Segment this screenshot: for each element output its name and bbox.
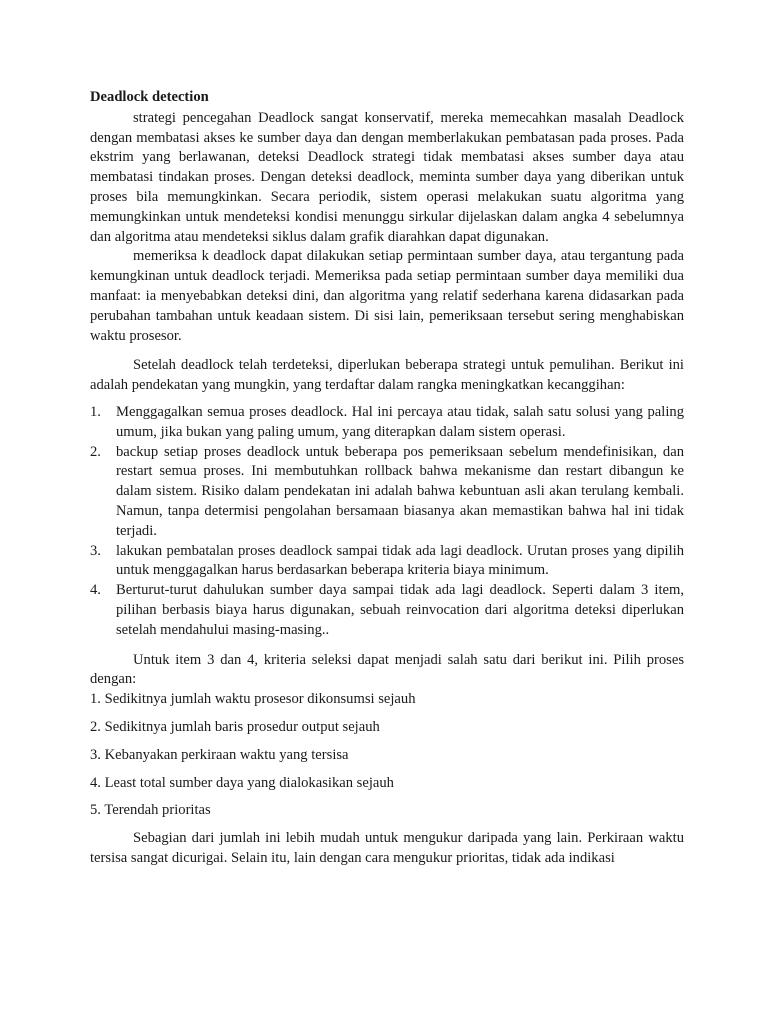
criteria-item: 2. Sedikitnya jumlah baris prosedur output sejauh <box>90 718 380 735</box>
document-title: Deadlock detection <box>90 89 209 105</box>
list-item <box>90 581 684 640</box>
recovery-strategy-list <box>90 403 684 641</box>
list-item-number: 3. <box>90 542 101 559</box>
list-item-text: lakukan pembatalan proses deadlock sampai tidak ada lagi deadlock. Urutan proses yang dipilih untuk menggagalkan harus berdasarkan beberapa kriteria biaya minimum. <box>116 542 684 579</box>
paragraph-criteria-intro: Untuk item 3 dan 4, kriteria seleksi dapat menjadi salah satu dari berikut ini. Pilih proses dengan: <box>90 651 684 688</box>
list-item-text: backup setiap proses deadlock untuk beberapa pos pemeriksaan sebelum mendefinisikan, dan restart semua proses. Ini membutuhkan rollback bahwa mekanisme dan restart dibangun ke dalam sistem. Risiko dalam pendekatan ini adalah bahwa kebuntuan asli akan terulang kembali. Namun, tanpa determisi pengolahan bersamaan biasanya akan memastikan bahwa hal ini tidak terjadi. <box>116 443 684 539</box>
criteria-item: 3. Kebanyakan perkiraan waktu yang tersisa <box>90 746 349 763</box>
list-item <box>90 542 684 582</box>
list-item-number: 1. <box>90 403 101 420</box>
document-page <box>90 88 684 869</box>
paragraph-recovery-intro: Setelah deadlock telah terdeteksi, diperlukan beberapa strategi untuk pemulihan. Berikut ini adalah pendekatan yang mungkin, yang terdaftar dalam rangka meningkatkan kecanggihan: <box>90 357 684 394</box>
list-item <box>90 443 684 542</box>
criteria-item: 1. Sedikitnya jumlah waktu prosesor dikonsumsi sejauh <box>90 691 416 708</box>
paragraph-closing: Sebagian dari jumlah ini lebih mudah untuk mengukur daripada yang lain. Perkiraan waktu tersisa sangat dicurigai. Selain itu, lain dengan cara mengukur prioritas, tidak ada indikasi <box>90 830 684 866</box>
list-item-number: 2. <box>90 443 101 460</box>
list-item-text: Menggagalkan semua proses deadlock. Hal ini percaya atau tidak, salah satu solusi yang paling umum, jika bukan yang paling umum, yang diterapkan dalam sistem operasi. <box>116 403 684 440</box>
list-item <box>90 403 684 443</box>
selection-criteria-list <box>90 690 684 821</box>
list-item-number: 4. <box>90 582 101 599</box>
paragraph-prevention-vs-detection: strategi pencegahan Deadlock sangat konservatif, mereka memecahkan masalah Deadlock dengan membatasi akses ke sumber daya dan dengan memberlakukan pembatasan pada proses. Pada ekstrim yang berlawanan, deteksi Deadlock strategi tidak membatasi akses sumber daya atau membatasi tindakan proses. Dengan deteksi deadlock, meminta sumber daya yang diberikan untuk proses bila memungkinkan. Secara periodik, sistem operasi melakukan suatu algoritma yang memungkinkan untuk mendeteksi kondisi menunggu sirkular dijelaskan dalam angka 4 sebelumnya dan algoritma atau mendeteksi siklus dalam grafik diarahkan dapat digunakan. <box>90 109 684 245</box>
list-item-text: Berturut-turut dahulukan sumber daya sampai tidak ada lagi deadlock. Seperti dalam 3 item, pilihan berbasis biaya harus digunakan, sebuah reinvocation dari algoritma deteksi diperlukan setelah mendahului masing-masing.. <box>116 582 684 638</box>
criteria-item: 4. Least total sumber daya yang dialokasikan sejauh <box>90 774 394 791</box>
criteria-item: 5. Terendah prioritas <box>90 802 211 819</box>
paragraph-checking-frequency: memeriksa k deadlock dapat dilakukan setiap permintaan sumber daya, atau tergantung pada kemungkinan untuk deadlock terjadi. Memeriksa pada setiap permintaan sumber daya memiliki dua manfaat: ia menyebabkan deteksi dini, dan algoritma yang relatif sederhana karena didasarkan pada perubahan tambahan untuk keadaan sistem. Di sisi lain, pemeriksaan tersebut sering menghabiskan waktu prosesor. <box>90 248 684 344</box>
